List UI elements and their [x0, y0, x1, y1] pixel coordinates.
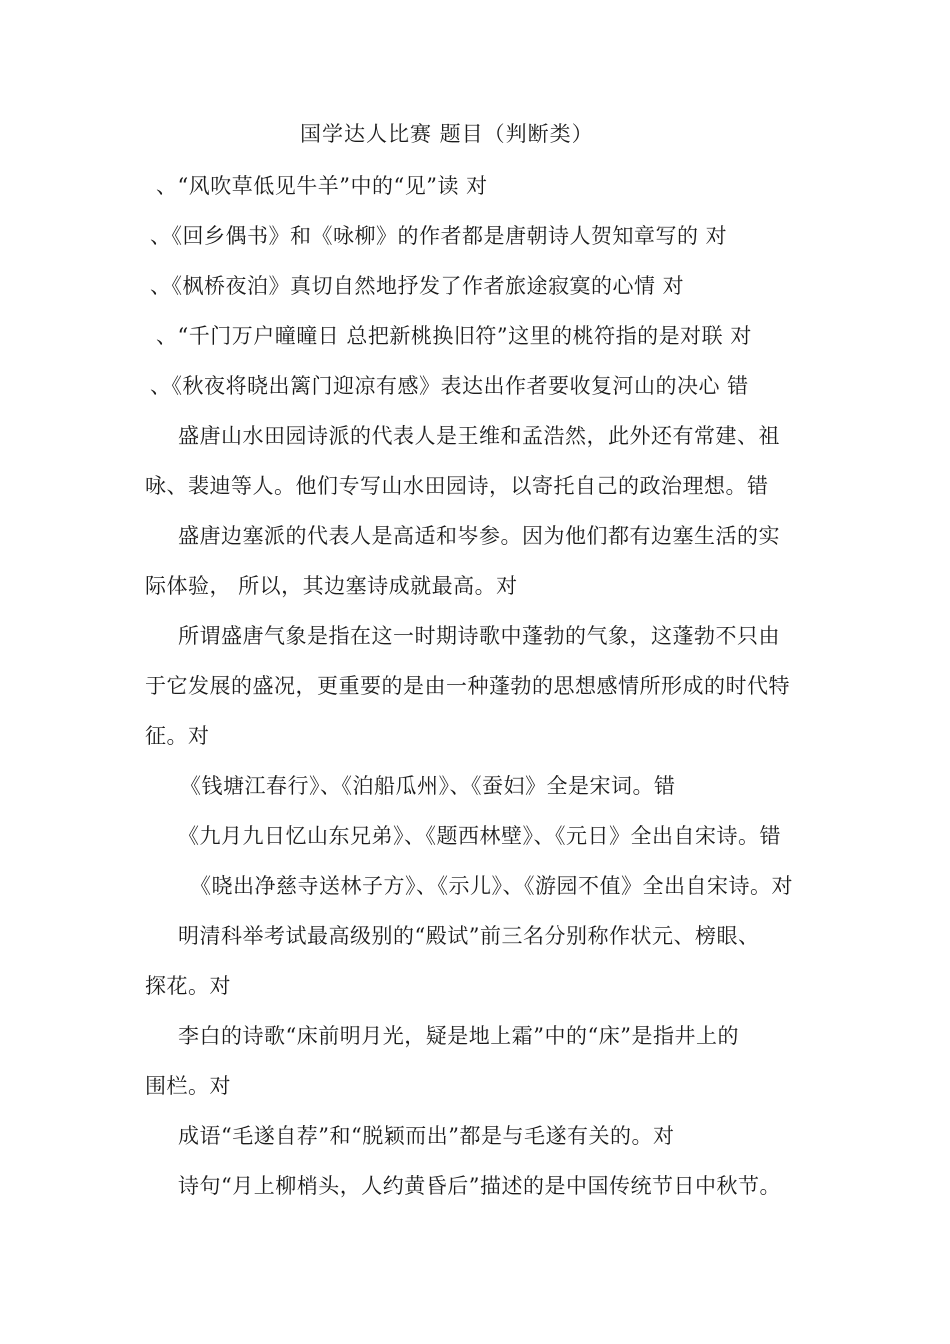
paragraph-line-6b: 咏、裴迪等人。他们专写山水田园诗，以寄托自己的政治理想。错 — [145, 474, 769, 498]
paragraph-line-8a: 所谓盛唐气象是指在这一时期诗歌中蓬勃的气象，这蓬勃不只由 — [178, 624, 780, 648]
paragraph-line-8b: 于它发展的盛况，更重要的是由一种蓬勃的思想感情所形成的时代特 — [145, 674, 790, 698]
question-line-14: 成语“毛遂自荐”和“脱颖而出”都是与毛遂有关的。对 — [178, 1124, 675, 1148]
question-line-15: 诗句“月上柳梢头，人约黄昏后”描述的是中国传统节日中秋节。 — [178, 1174, 781, 1198]
paragraph-line-13b: 围栏。对 — [145, 1074, 231, 1098]
paragraph-line-7a: 盛唐边塞派的代表人是高适和岑参。因为他们都有边塞生活的实 — [178, 524, 780, 548]
paragraph-line-12b: 探花。对 — [145, 974, 231, 998]
question-line-9: 《钱塘江春行》、《泊船瓜州》、《蚕妇》全是宋词。错 — [180, 774, 676, 798]
document-title: 国学达人比赛 题目（判断类） — [300, 122, 594, 146]
question-line-1: 、“风吹草低见牛羊”中的“见”读 对 — [156, 174, 488, 198]
question-line-11: 《晓出净慈寺送林子方》、《示儿》、《游园不值》全出自宋诗。对 — [190, 874, 793, 898]
question-line-5: 、《秋夜将晓出篱门迎凉有感》表达出作者要收复河山的决心 错 — [150, 374, 749, 398]
paragraph-line-13a: 李白的诗歌“床前明月光，疑是地上霜”中的“床”是指井上的 — [178, 1024, 739, 1048]
paragraph-line-6a: 盛唐山水田园诗派的代表人是王维和孟浩然，此外还有常建、祖 — [178, 424, 780, 448]
paragraph-line-12a: 明清科举考试最高级别的“殿试”前三名分别称作状元、榜眼、 — [178, 924, 760, 948]
question-line-2: 、《回乡偶书》和《咏柳》的作者都是唐朝诗人贺知章写的 对 — [150, 224, 728, 248]
question-line-4: 、“千门万户曈曈日 总把新桃换旧符”这里的桃符指的是对联 对 — [156, 324, 752, 348]
question-line-3: 、《枫桥夜泊》真切自然地抒发了作者旅途寂寞的心情 对 — [150, 274, 685, 298]
paragraph-line-8c: 征。对 — [145, 724, 210, 748]
paragraph-line-7b: 际体验， 所以，其边塞诗成就最高。对 — [145, 574, 518, 598]
question-line-10: 《九月九日忆山东兄弟》、《题西林壁》、《元日》全出自宋诗。错 — [178, 824, 781, 848]
